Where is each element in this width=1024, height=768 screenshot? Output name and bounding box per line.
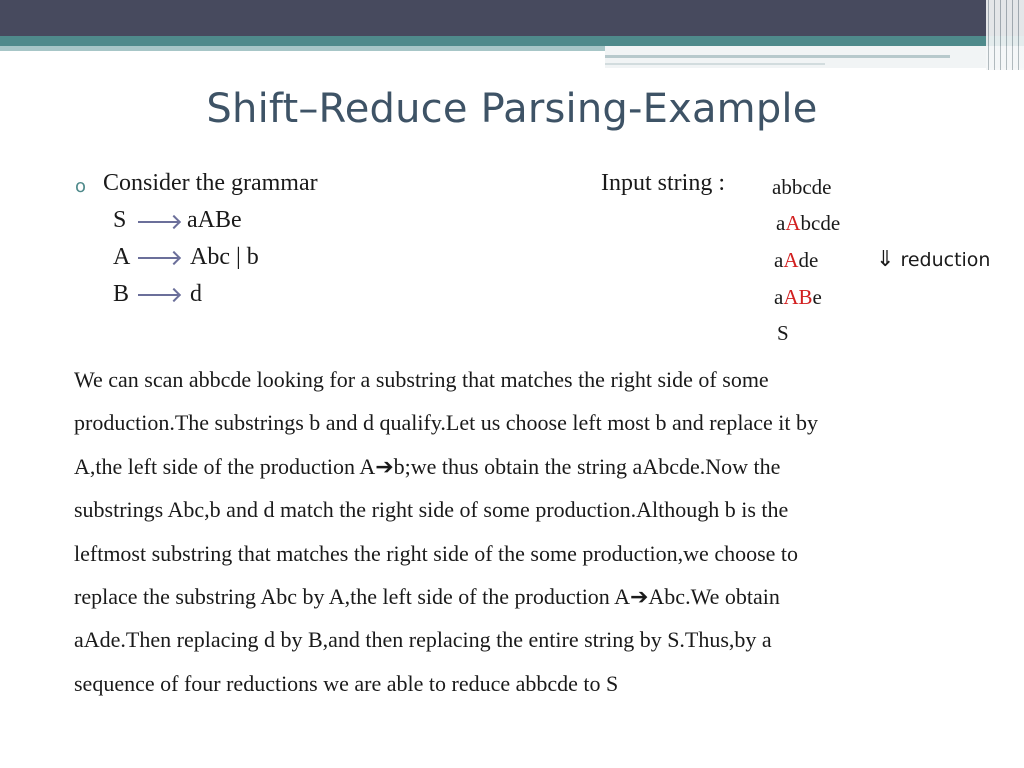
header-band-teal	[0, 36, 1024, 46]
paragraph-line: aAde.Then replacing d by B,and then replacing the entire string by S.Thus,by a	[74, 627, 772, 653]
paragraph-line: production.The substrings b and d qualify.Let us choose left most b and replace it by	[74, 410, 818, 436]
input-string-value: abbcde	[772, 175, 832, 199]
bullet-icon: o	[75, 176, 87, 197]
derivation-symbols: a	[776, 211, 786, 235]
production-rhs: d	[190, 281, 202, 307]
derivation-step	[774, 285, 822, 310]
production-lhs: B	[113, 281, 130, 307]
input-string-label: Input string :	[601, 170, 725, 196]
highlighted-symbols: A	[785, 211, 801, 235]
derivation-symbols: S	[777, 321, 789, 345]
derivation-symbols: de	[798, 248, 819, 272]
right-arrow-icon	[138, 257, 178, 259]
derivation-step	[776, 211, 840, 236]
header-band-light	[0, 46, 605, 51]
production-lhs: S	[113, 207, 127, 233]
highlighted-symbols: AB	[783, 285, 813, 309]
paragraph-line: replace the substring Abc by A,the left side of the production A➔Abc.We obtain	[74, 584, 780, 610]
explanation-paragraph	[74, 358, 994, 705]
derivation-symbols: a	[774, 248, 784, 272]
paragraph-line: sequence of four reductions we are able to reduce abbcde to S	[74, 670, 619, 696]
derivation-step	[774, 248, 818, 273]
header-stripes	[986, 0, 1024, 70]
derivation-symbols: a	[774, 285, 784, 309]
production-rhs: aABe	[187, 207, 242, 233]
derivation-symbols: bcde	[800, 211, 841, 235]
grammar-intro: Consider the grammar	[103, 170, 318, 196]
header-band-dark	[0, 0, 1024, 36]
derivation-symbols: e	[812, 285, 822, 309]
slide-title: Shift–Reduce Parsing-Example	[206, 86, 818, 132]
reduction-note	[876, 246, 990, 272]
header-right-line	[605, 55, 950, 58]
header-right-line	[605, 63, 825, 65]
highlighted-symbols: A	[783, 248, 799, 272]
paragraph-line: substrings Abc,b and d match the right side of some production.Although b is the	[74, 497, 789, 523]
production-rhs: Abc | b	[190, 244, 259, 270]
paragraph-line: We can scan abbcde looking for a substring that matches the right side of some	[74, 367, 769, 392]
right-arrow-icon	[138, 221, 178, 223]
right-arrow-icon	[138, 294, 178, 296]
paragraph-line: leftmost substring that matches the right side of the some production,we choose to	[74, 540, 799, 566]
double-down-arrow-icon: ⇓	[876, 246, 895, 271]
reduction-label: reduction	[900, 249, 991, 271]
production-lhs: A	[113, 244, 131, 270]
paragraph-line: A,the left side of the production A➔b;we thus obtain the string aAbcde.Now the	[74, 453, 781, 479]
derivation-step	[777, 321, 789, 346]
